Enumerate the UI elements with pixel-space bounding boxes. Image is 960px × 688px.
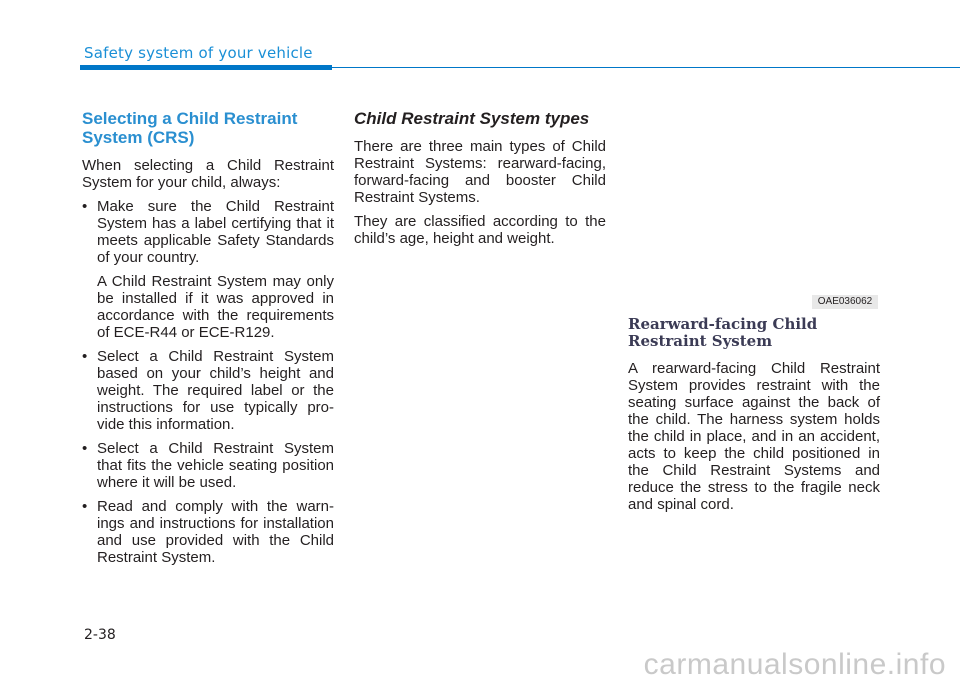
- header-rule: [332, 67, 960, 68]
- section-title: Safety system of your vehicle: [84, 44, 313, 62]
- heading-crs-types: Child Restraint System types: [354, 109, 590, 128]
- right-column: [628, 316, 880, 520]
- list-item-text: Select a Child Restraint System that fits the vehicle seating position where it will be used.: [97, 440, 334, 491]
- list-item: [82, 348, 334, 433]
- list-item-text: Select a Child Restraint System based on your child’s height and weight. The required label or the instructions for use typically pro-vide this information.: [97, 348, 334, 433]
- crs-selection-list: [82, 198, 334, 566]
- intro-paragraph: When selecting a Child Restraint System for your child, always:: [82, 157, 334, 191]
- watermark: carmanualsonline.info: [643, 648, 946, 681]
- rearward-facing-paragraph: A rearward-facing Child Restraint System provides restraint with the seating surface against the back of the child. The harness system holds the child in place, and in an accident, acts to keep the child positioned in the Child Restraint Systems and reduce the stress to the fragile neck and spinal cord.: [628, 360, 880, 513]
- classification-paragraph: They are classified according to the child’s age, height and weight.: [354, 213, 606, 247]
- middle-column: [354, 109, 606, 254]
- list-item-text: Make sure the Child Restraint System has a label certifying that it meets applicable Safety Standards of your country.: [97, 198, 334, 266]
- left-column: [82, 109, 334, 573]
- list-item-subtext: A Child Restraint System may only be installed if it was approved in accordance with the requirements of ECE-R44 or ECE-R129.: [97, 273, 334, 341]
- page-number: 2-38: [84, 627, 116, 643]
- list-item-text: Read and comply with the warn-ings and instructions for installation and use provided with the Child Restraint System.: [97, 498, 334, 566]
- heading-rearward-facing: Rearward-facing Child Restraint System: [628, 315, 818, 350]
- heading-selecting-crs: Selecting a Child Restraint System (CRS): [82, 109, 298, 147]
- list-item: [82, 498, 334, 566]
- image-reference-code: OAE036062: [812, 295, 878, 309]
- list-item: [82, 198, 334, 341]
- types-paragraph: There are three main types of Child Restraint Systems: rearward-facing, forward-facing and booster Child Restraint Systems.: [354, 138, 606, 206]
- header-bar: [80, 65, 332, 70]
- list-item: [82, 440, 334, 491]
